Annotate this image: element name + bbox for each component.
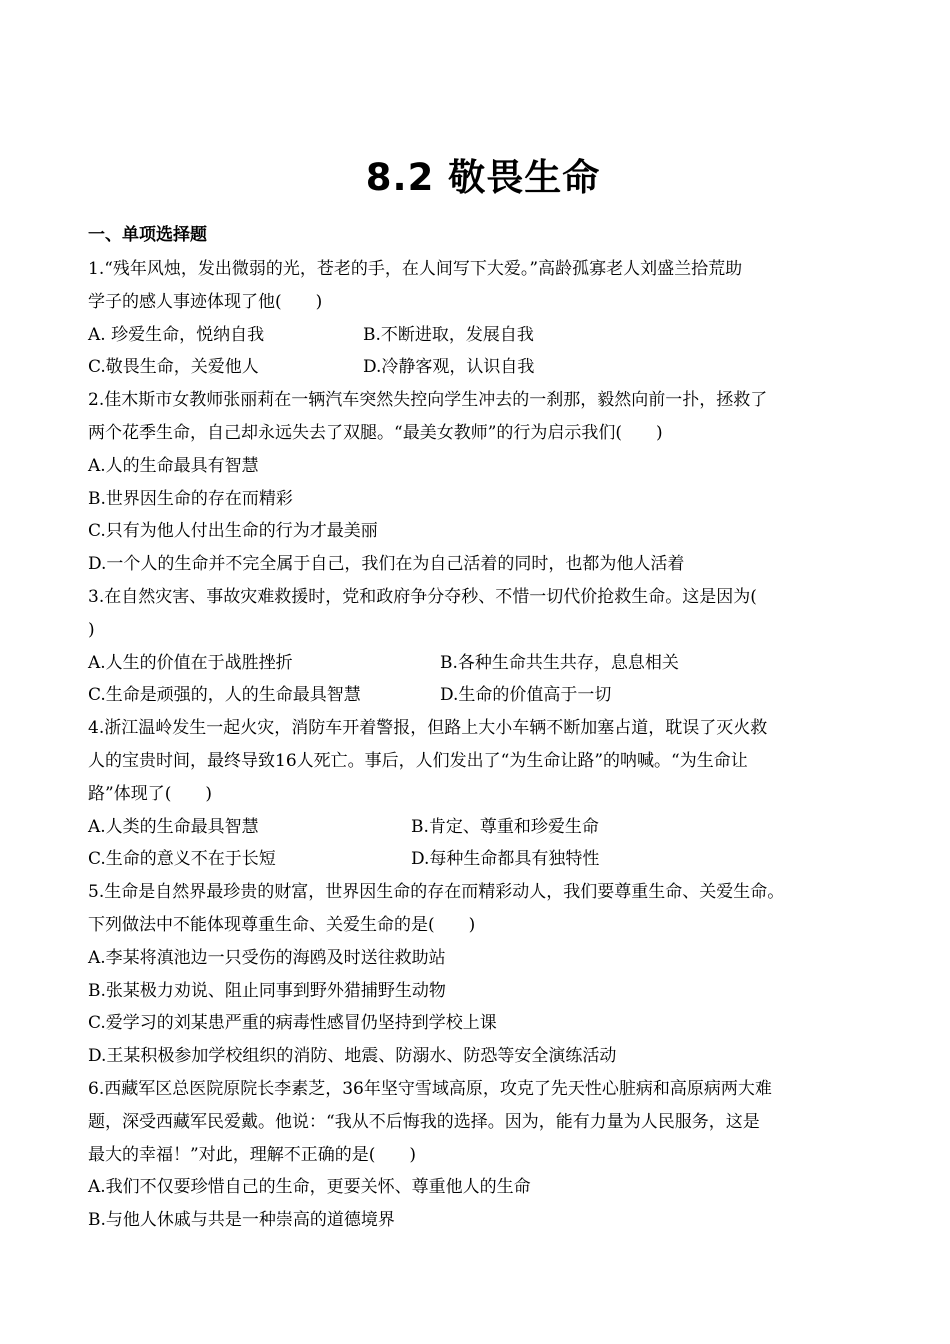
question-stem: 人的宝贵时间，最终导致16人死亡。事后，人们发出了“为生命让路”的呐喊。“为生命让 (88, 750, 748, 771)
option-c: C.爱学习的刘某患严重的病毒性感冒仍坚持到学校上课 (88, 1013, 497, 1034)
question-6 (88, 1073, 878, 1237)
option-d: D.冷静客观，认识自我 (363, 357, 535, 378)
option-b: B.张某极力劝说、阻止同事到野外猎捕野生动物 (88, 980, 446, 1001)
question-stem: 题，深受西藏军民爱戴。他说：“我从不后悔我的选择。因为，能有力量为人民服务，这是 (88, 1111, 760, 1132)
question-2 (88, 384, 878, 581)
option-d: D.生命的价值高于一切 (440, 685, 612, 706)
question-stem: 路”体现了( ) (88, 783, 212, 804)
option-a: A.人类的生命最具智慧 (88, 816, 259, 837)
question-stem: 两个花季生命，自己却永远失去了双腿。“最美女教师”的行为启示我们( ) (88, 422, 663, 443)
question-stem: ) (88, 619, 95, 640)
option-a: A.我们不仅要珍惜自己的生命，更要关怀、尊重他人的生命 (88, 1177, 531, 1198)
option-a: A.人的生命最具有智慧 (88, 455, 259, 476)
page-title: 8.2 敬畏生命 (365, 156, 601, 199)
question-stem: 5.生命是自然界最珍贵的财富，世界因生命的存在而精彩动人，我们要尊重生命、关爱生命。 (88, 882, 785, 903)
option-c: C.生命是顽强的，人的生命最具智慧 (88, 685, 361, 706)
question-stem: 6.西藏军区总医院原院长李素芝，36年坚守雪域高原，攻克了先天性心脏病和高原病两大难 (88, 1078, 772, 1099)
option-a: A. 珍爱生命，悦纳自我 (88, 324, 265, 345)
question-stem: 4.浙江温岭发生一起火灾，消防车开着警报，但路上大小车辆不断加塞占道，耽误了灭火救 (88, 718, 768, 739)
option-a: A.人生的价值在于战胜挫折 (88, 652, 293, 673)
option-b: B.世界因生命的存在而精彩 (88, 488, 293, 509)
option-d: D.每种生命都具有独特性 (411, 849, 600, 870)
question-4 (88, 712, 878, 876)
question-5 (88, 876, 878, 1073)
question-3 (88, 581, 878, 712)
option-b: B.肯定、尊重和珍爱生命 (411, 816, 599, 837)
option-c: C.只有为他人付出生命的行为才最美丽 (88, 521, 378, 542)
option-d: D.王某积极参加学校组织的消防、地震、防溺水、防恐等安全演练活动 (88, 1046, 617, 1067)
question-stem: 3.在自然灾害、事故灾难救援时，党和政府争分夺秒、不惜一切代价抢救生命。这是因为( (88, 586, 757, 607)
question-stem: 学子的感人事迹体现了他( ) (88, 291, 323, 312)
section-heading: 一、单项选择题 (88, 225, 207, 245)
option-c: C.敬畏生命，关爱他人 (88, 357, 259, 378)
option-b: B.各种生命共生共存，息息相关 (440, 652, 679, 673)
option-b: B.与他人休戚与共是一种崇高的道德境界 (88, 1210, 395, 1231)
question-1 (88, 253, 878, 384)
question-stem: 2.佳木斯市女教师张丽莉在一辆汽车突然失控向学生冲去的一刹那，毅然向前一扑，拯救了 (88, 390, 768, 411)
question-list (88, 253, 878, 1237)
option-b: B.不断进取，发展自我 (363, 324, 534, 345)
question-stem: 1.“残年风烛，发出微弱的光，苍老的手，在人间写下大爱。”高龄孤寡老人刘盛兰拾荒助 (88, 259, 743, 279)
option-d: D.一个人的生命并不完全属于自己，我们在为自己活着的同时，也都为他人活着 (88, 554, 685, 575)
question-stem: 最大的幸福！”对此，理解不正确的是( ) (88, 1144, 416, 1165)
question-stem: 下列做法中不能体现尊重生命、关爱生命的是( ) (88, 914, 476, 935)
option-a: A.李某将滇池边一只受伤的海鸥及时送往救助站 (88, 947, 446, 968)
option-c: C.生命的意义不在于长短 (88, 849, 276, 870)
